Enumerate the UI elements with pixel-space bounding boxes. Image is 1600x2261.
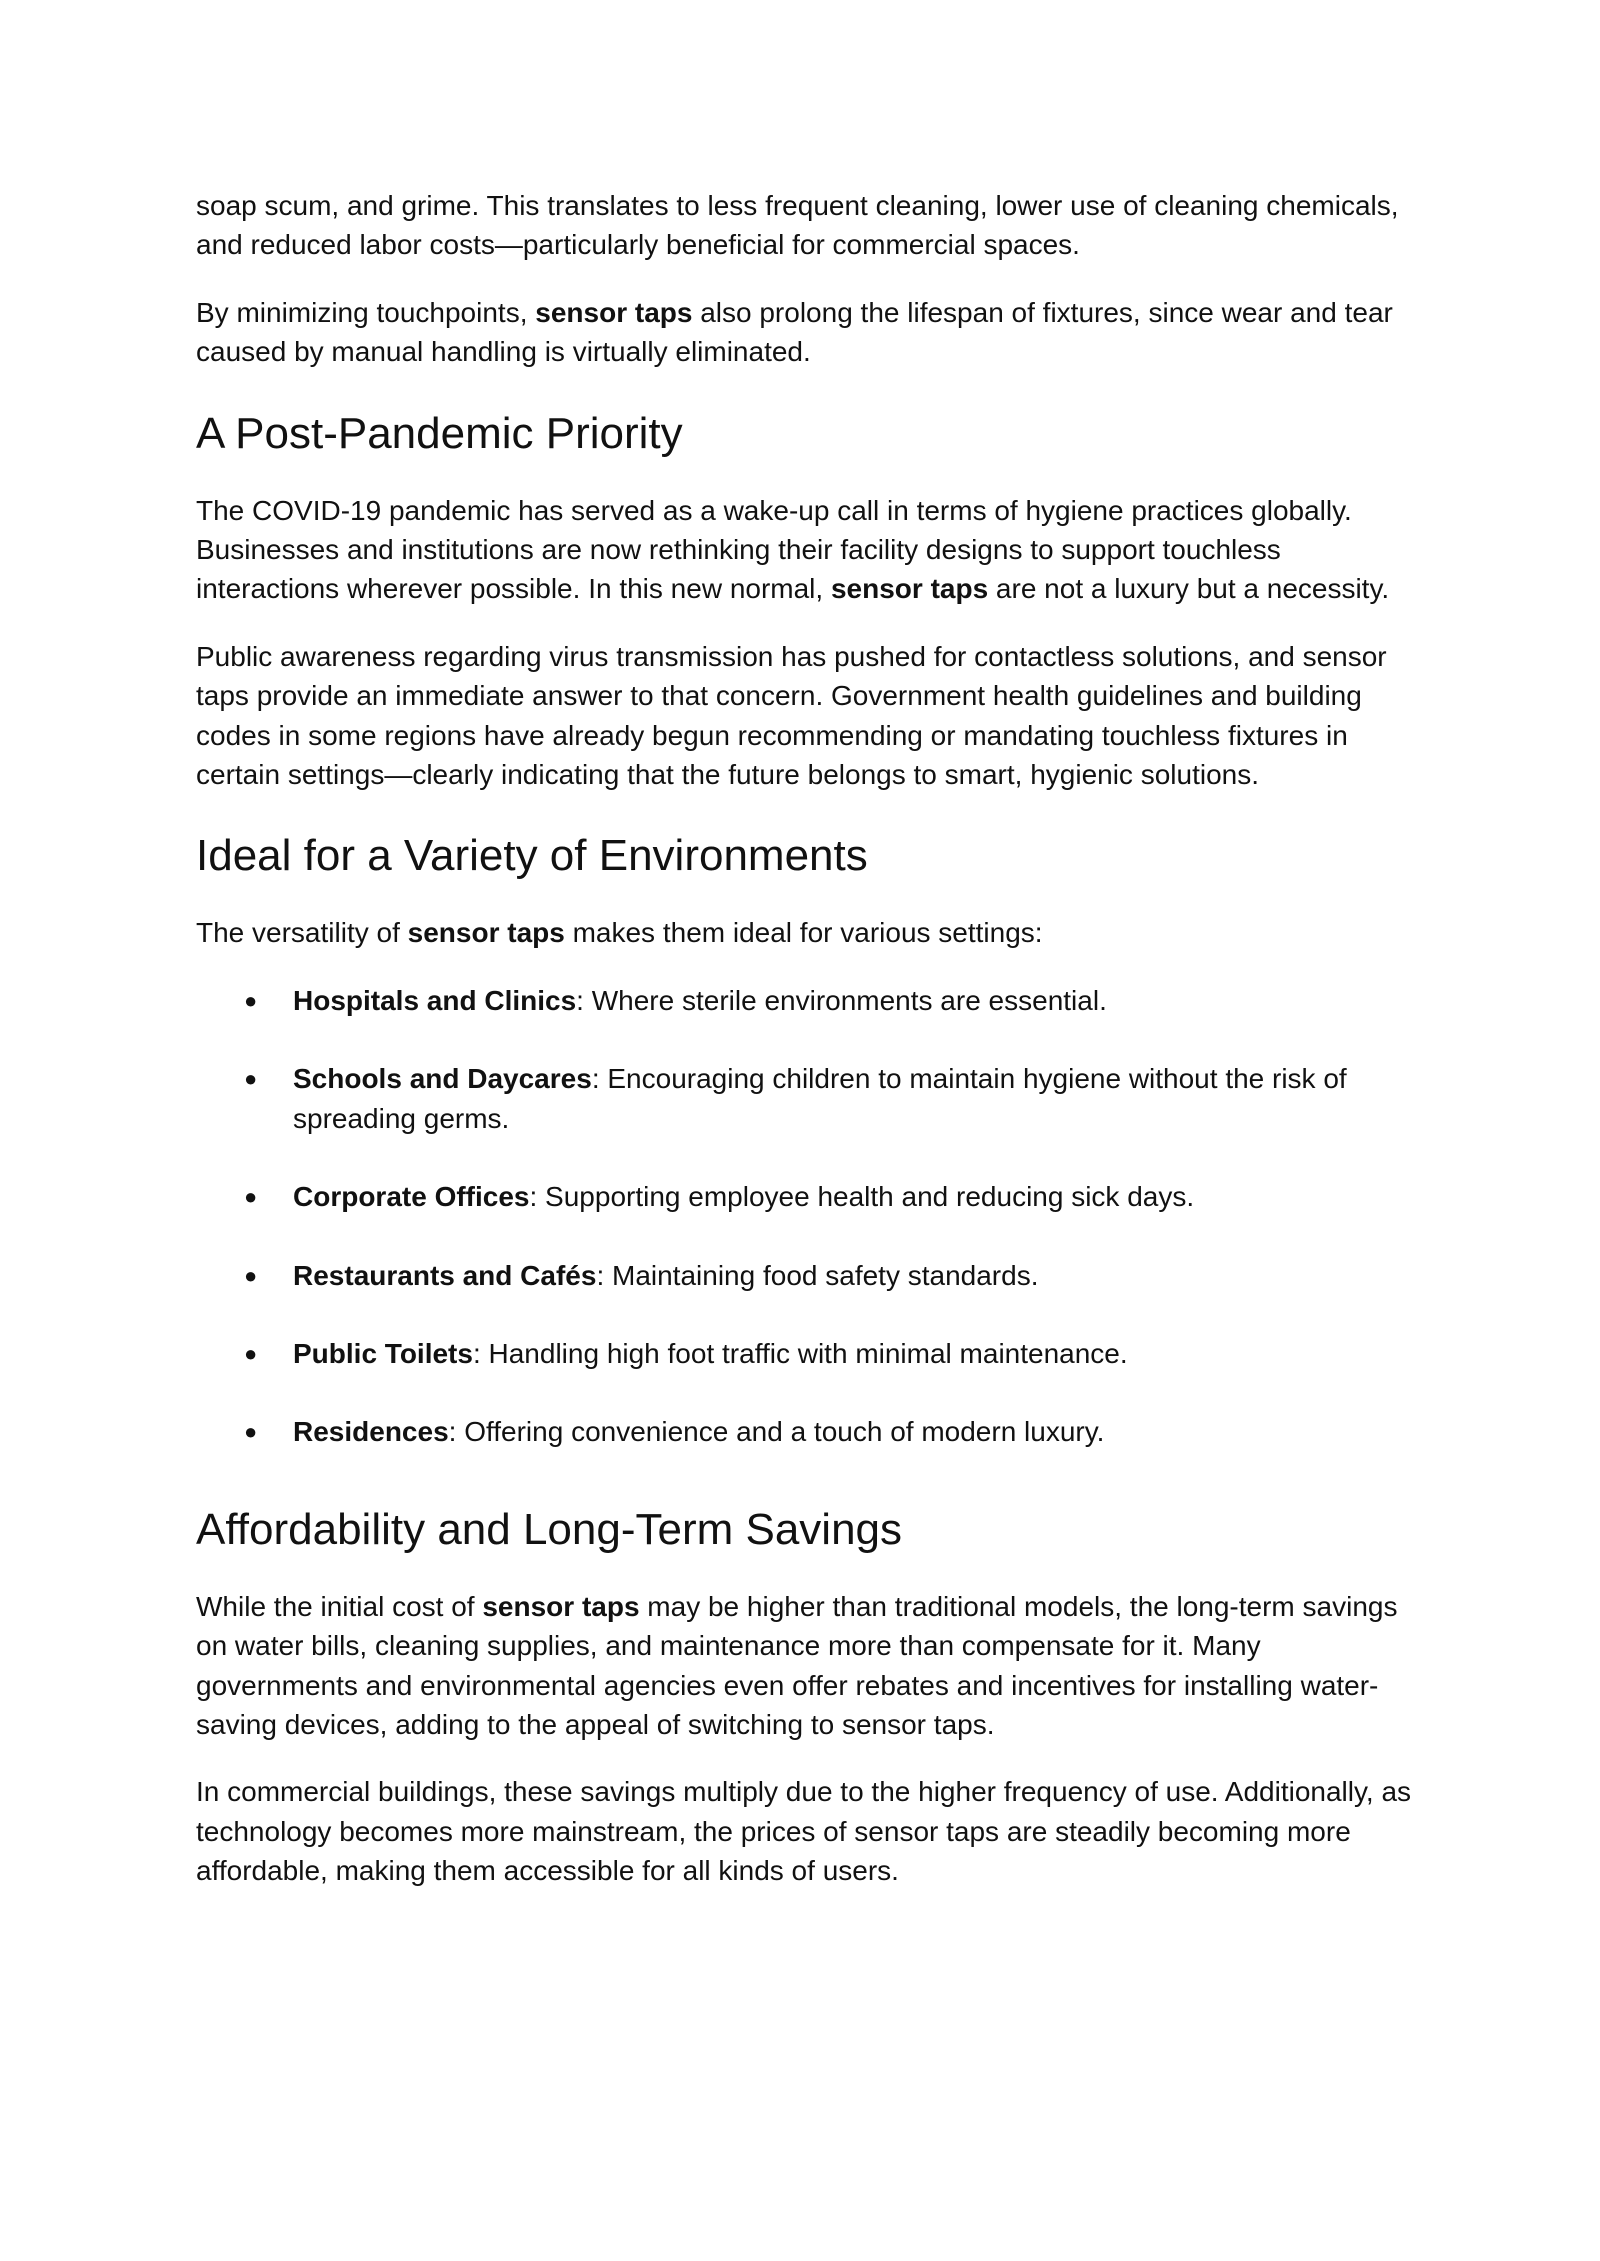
- paragraph-commercial-savings: In commercial buildings, these savings multiply due to the higher frequency of use. Additionally, as technology becomes more mainstream, the prices of sensor taps are steadily becoming more affordable, making them accessible for all kinds of users.: [196, 1776, 1412, 1887]
- list-item: ● Restaurants and Cafés: Maintaining food safety standards.: [196, 1256, 1426, 1295]
- bullet-icon: ●: [244, 1262, 258, 1288]
- bullet-icon: ●: [244, 1066, 258, 1092]
- list-item: ● Public Toilets: Handling high foot traffic with minimal maintenance.: [196, 1334, 1426, 1373]
- bullet-icon: ●: [244, 1419, 258, 1445]
- heading-affordability: Affordability and Long-Term Savings: [196, 1504, 903, 1554]
- bold-sensor-taps: sensor taps: [407, 917, 565, 949]
- list-item: ● Hospitals and Clinics: Where sterile environments are essential.: [196, 981, 1426, 1020]
- list-item: ● Corporate Offices: Supporting employee health and reducing sick days.: [196, 1177, 1426, 1216]
- bullet-icon: ●: [244, 987, 258, 1013]
- document-page: [196, 186, 1426, 1919]
- paragraph-touchpoints: By minimizing touchpoints, sensor taps also prolong the lifespan of fixtures, since wear and tear caused by manual handling is virtually eliminated.: [196, 296, 1393, 368]
- paragraph-versatility: The versatility of sensor taps makes them ideal for various settings:: [196, 917, 1043, 949]
- heading-environments: Ideal for a Variety of Environments: [196, 831, 868, 881]
- bullet-icon: ●: [244, 1340, 258, 1366]
- bullet-icon: ●: [244, 1184, 258, 1210]
- paragraph-cleaning: soap scum, and grime. This translates to less frequent cleaning, lower use of cleaning chemicals, and reduced labor costs—particularly beneficial for commercial spaces.: [196, 190, 1399, 261]
- bold-sensor-taps: sensor taps: [535, 296, 693, 328]
- list-item: ● Schools and Daycares: Encouraging children to maintain hygiene without the risk of spreading germs.: [196, 1059, 1426, 1138]
- paragraph-public-awareness: Public awareness regarding virus transmission has pushed for contactless solutions, and sensor taps provide an immediate answer to that concern. Government health guidelines and building codes in some regions have already begun recommending or mandating touchless fixtures in certain settings—clearly indicating that the future belongs to smart, hygienic solutions.: [196, 640, 1387, 791]
- environments-list: [196, 981, 1426, 1452]
- paragraph-covid: The COVID-19 pandemic has served as a wake-up call in terms of hygiene practices globally. Businesses and institutions are now rethinking their facility designs to support touchless interactions wherever possible. In this new normal, sensor taps are not a luxury but a necessity.: [196, 494, 1390, 605]
- paragraph-initial-cost: While the initial cost of sensor taps may be higher than traditional models, the long-term savings on water bills, cleaning supplies, and maintenance more than compensate for it. Many governments and environmental agencies even offer rebates and incentives for installing water-saving devices, adding to the appeal of switching to sensor taps.: [196, 1590, 1398, 1740]
- heading-post-pandemic: A Post-Pandemic Priority: [196, 408, 683, 458]
- bold-sensor-taps: sensor taps: [482, 1590, 640, 1622]
- list-item: ● Residences: Offering convenience and a touch of modern luxury.: [196, 1412, 1426, 1451]
- bold-sensor-taps: sensor taps: [830, 573, 989, 605]
